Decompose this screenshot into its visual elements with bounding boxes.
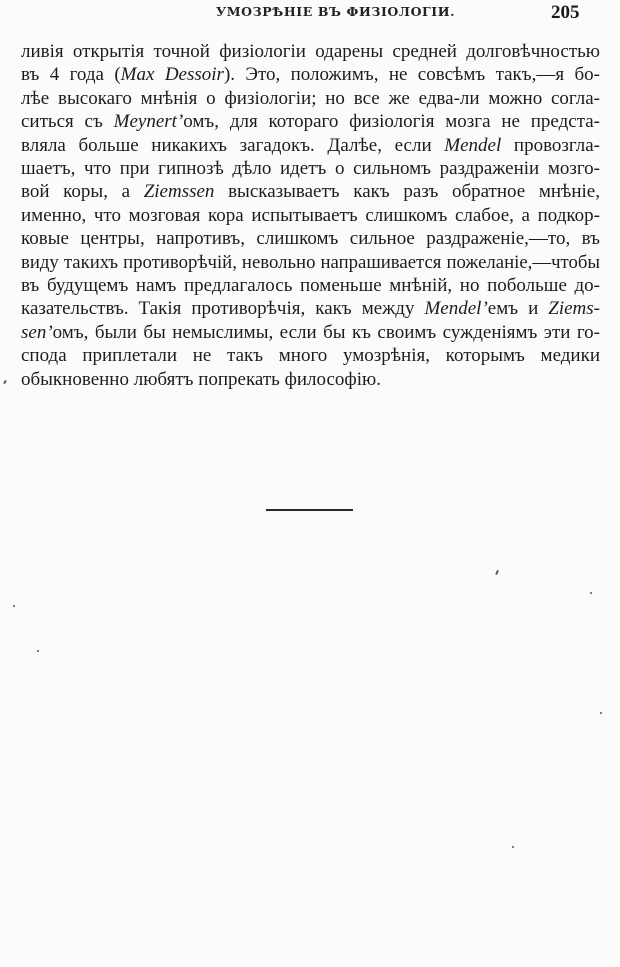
- scan-speck: [3, 380, 7, 384]
- text-run: въ будущемъ намъ предлагалось поменьше мнѣній, но побольше до-: [21, 275, 600, 297]
- scan-speck: [495, 570, 499, 575]
- section-end-rule: [266, 509, 353, 511]
- text-run: спода приплетали не такъ много умозрѣнія, которымъ медики: [21, 345, 600, 367]
- italic-name: sen’: [21, 321, 53, 343]
- text-line: [21, 63, 600, 86]
- text-run: емъ и: [487, 298, 549, 320]
- italic-name: Ziems-: [548, 298, 600, 320]
- text-run: омъ, были бы немыслимы, если бы къ своимъ сужденіямъ эти го-: [52, 321, 600, 343]
- text-line: [21, 368, 600, 391]
- text-line: [21, 274, 600, 297]
- text-line: [21, 251, 600, 274]
- italic-name: Max Dessoir: [120, 64, 224, 86]
- page-header: [0, 2, 620, 24]
- italic-name: Mendel: [444, 134, 502, 156]
- text-run: именно, что мозговая кора испытываетъ слишкомъ слабое, а подкор-: [21, 204, 600, 226]
- text-line: [21, 321, 600, 344]
- text-line: [21, 40, 600, 63]
- text-run: лѣе высокаго мнѣнія о физіологіи; но все же едва-ли можно согла-: [21, 87, 600, 109]
- text-run: вляла больше никакихъ загадокъ. Далѣе, если: [21, 134, 445, 156]
- text-run: омъ, для котораго физіологія мозга не предста-: [183, 111, 600, 133]
- text-run: высказываетъ какъ разъ обратное мнѣніе,: [214, 181, 600, 203]
- text-line: [21, 134, 600, 157]
- text-run: обыкновенно любятъ попрекать философію.: [21, 368, 381, 390]
- text-run: провозгла-: [501, 134, 600, 156]
- scan-speck: [590, 592, 592, 594]
- text-line: [21, 87, 600, 110]
- italic-name: Ziemssen: [143, 181, 215, 203]
- text-line: [21, 157, 600, 180]
- text-run: ливія открытія точной физіологіи одарены средней долговѣчностью: [21, 41, 600, 62]
- page-number: 205: [551, 2, 580, 23]
- body-paragraph: [21, 40, 600, 391]
- text-run: шаетъ, что при гипнозѣ дѣло идетъ о сильномъ раздраженіи мозго-: [21, 158, 600, 180]
- scan-speck: [37, 650, 39, 652]
- italic-name: Mendel’: [424, 298, 488, 320]
- text-line: [21, 180, 600, 203]
- text-run: ситься съ: [21, 111, 114, 133]
- text-line: [21, 297, 600, 320]
- running-head: УМОЗРѢНІЕ ВЪ ФИЗІОЛОГІИ.: [216, 4, 456, 19]
- text-line: [21, 344, 600, 367]
- italic-name: Meynert’: [113, 111, 184, 133]
- text-run: въ 4 года (: [21, 64, 121, 86]
- text-run: ). Это, положимъ, не совсѣмъ такъ,—я бо-: [223, 64, 600, 86]
- scan-speck: [600, 712, 602, 714]
- text-line: [21, 204, 600, 227]
- text-line: [21, 227, 600, 250]
- text-line: [21, 110, 600, 133]
- scan-speck: [512, 846, 514, 848]
- scan-speck: [13, 605, 15, 607]
- text-run: виду такихъ противорѣчій, невольно напрашивается пожеланіе,—чтобы: [21, 251, 600, 273]
- text-run: казательствъ. Такія противорѣчія, какъ между: [21, 298, 425, 320]
- text-run: ковые центры, напротивъ, слишкомъ сильное раздраженіе,—то, въ: [21, 228, 600, 250]
- text-run: вой коры, а: [21, 181, 144, 203]
